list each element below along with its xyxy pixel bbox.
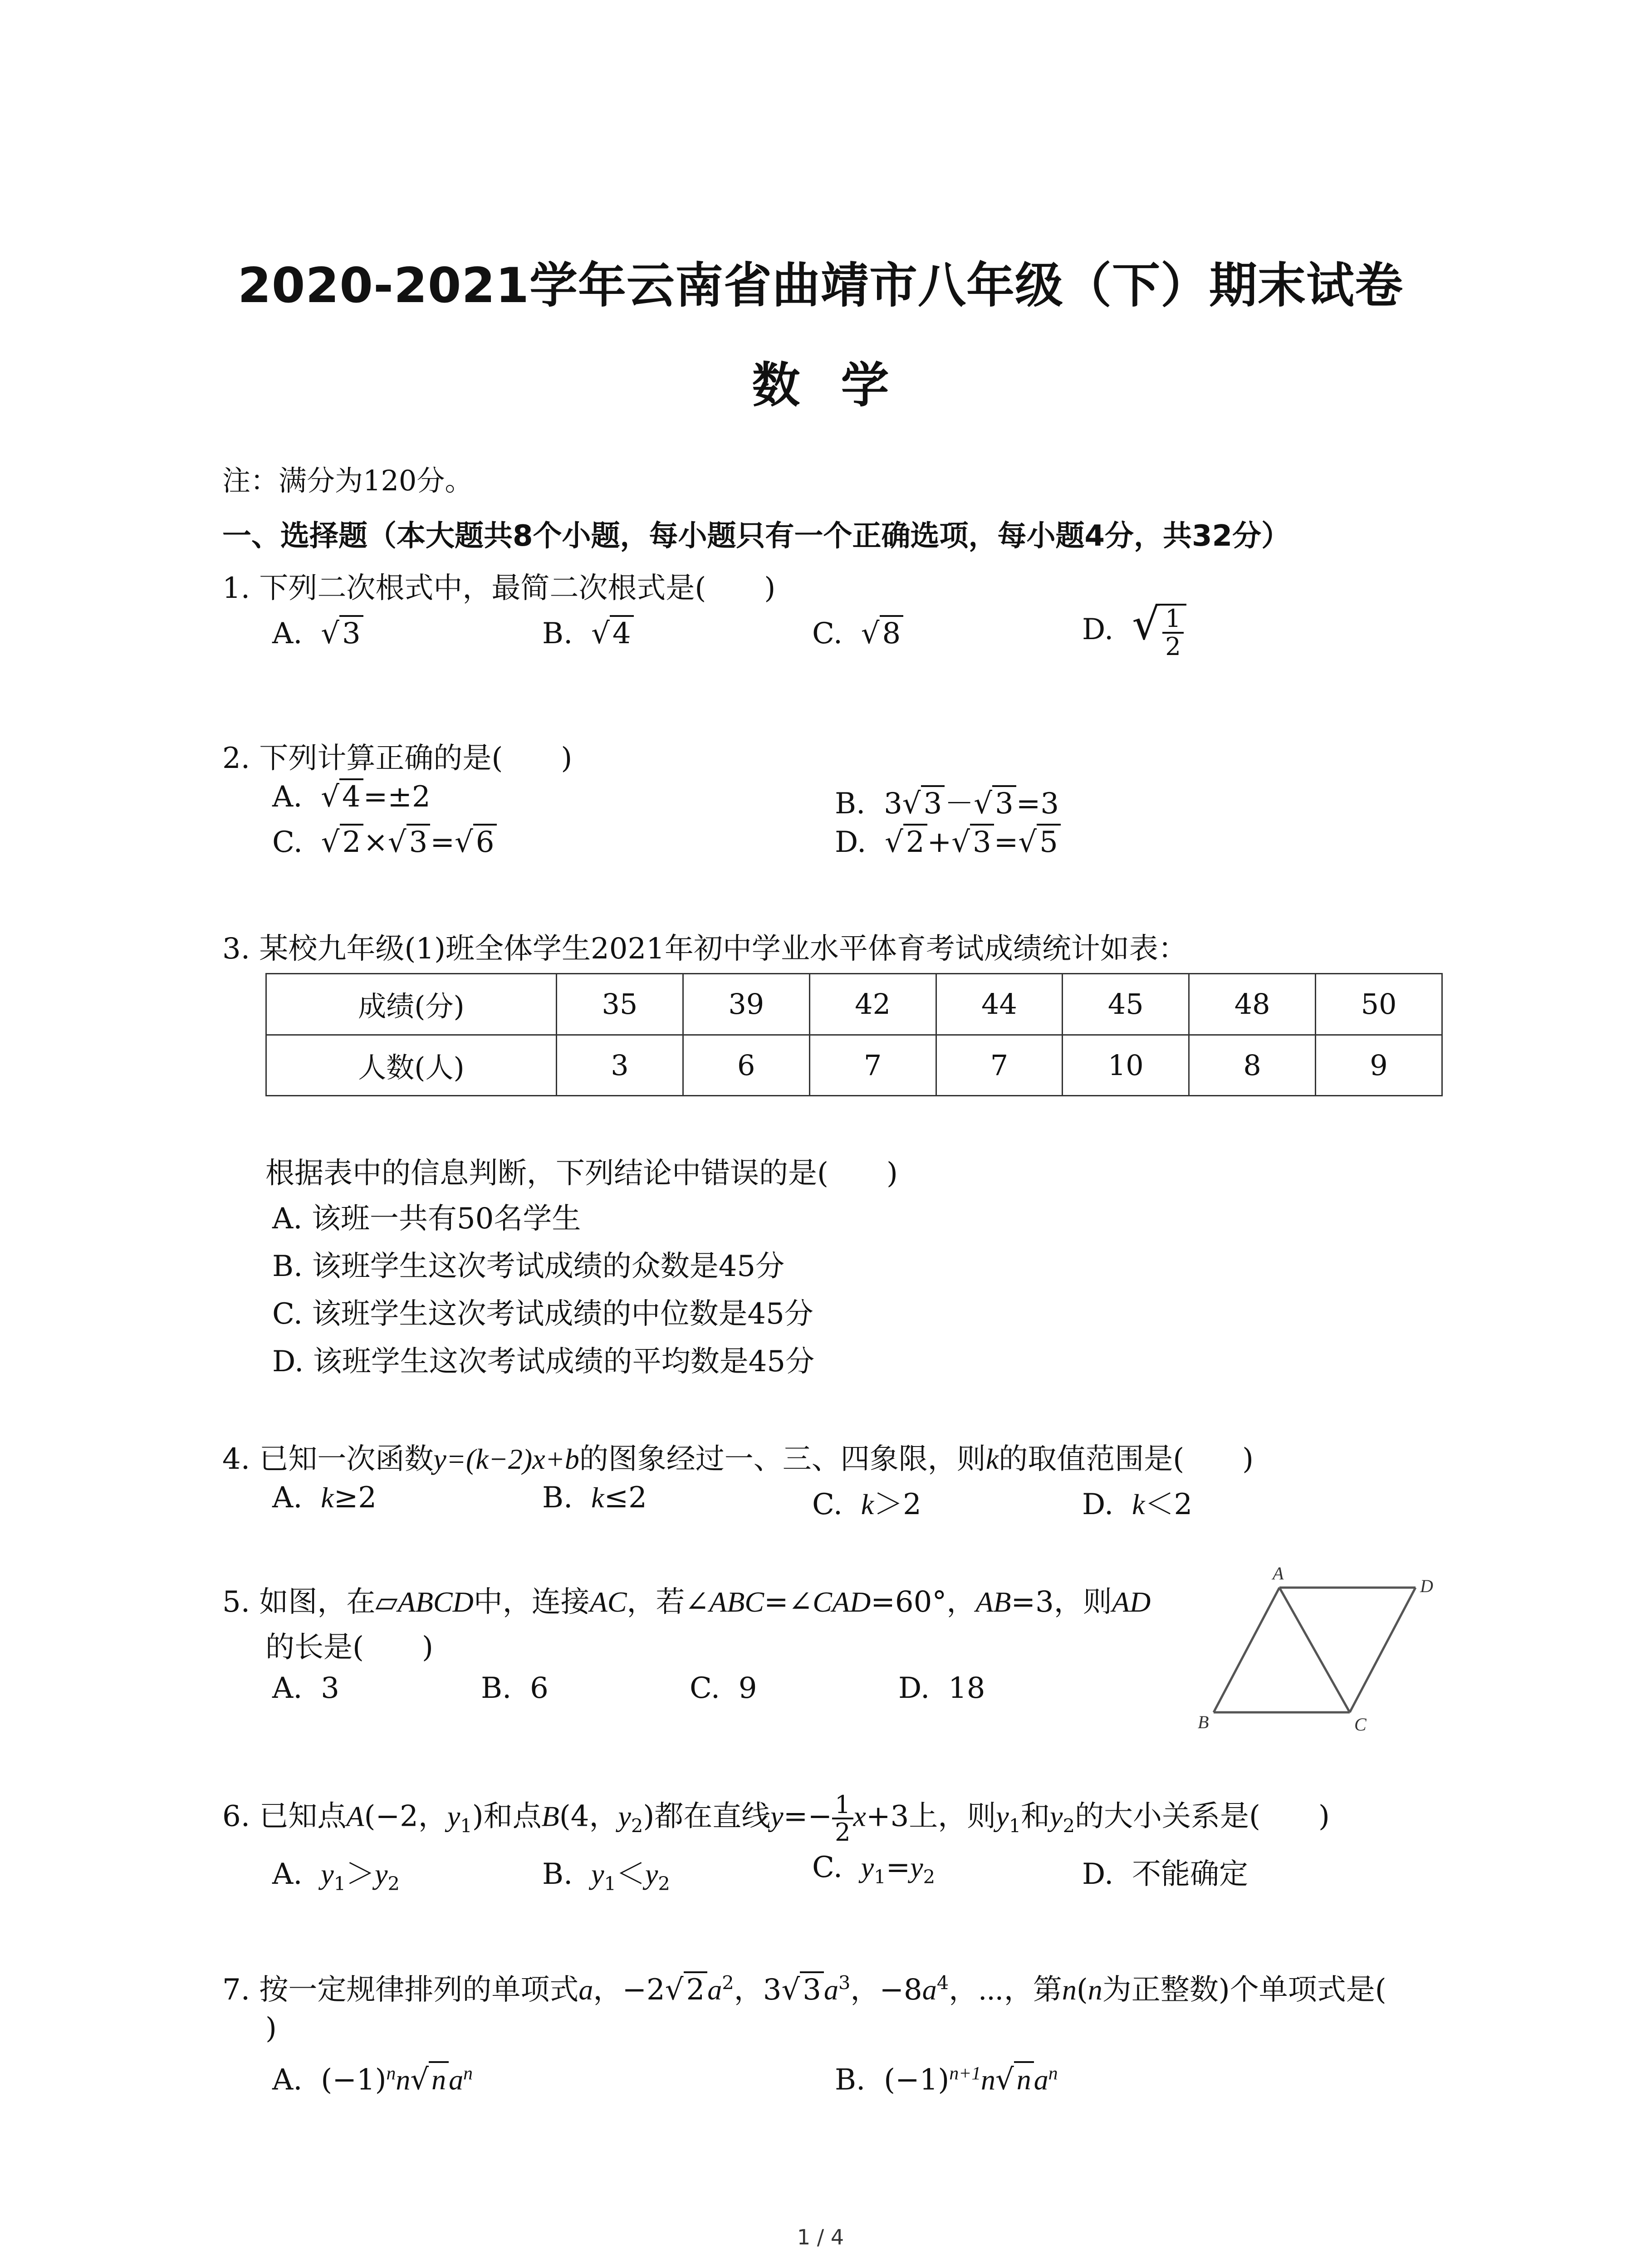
q5-option-d: D. 18 bbox=[898, 1672, 985, 1705]
q4-option-c: C. k＞2 bbox=[812, 1488, 921, 1521]
table-cell: 6 bbox=[683, 1035, 809, 1096]
q1-option-b: B. √4 bbox=[542, 617, 634, 650]
score-note: 注：满分为120分。 bbox=[222, 464, 473, 497]
label-b: B bbox=[1198, 1712, 1209, 1732]
table-cell: 10 bbox=[1063, 1035, 1189, 1096]
q2-option-c: C. √2×√3=√6 bbox=[272, 826, 497, 859]
q3-option-c: C. 该班学生这次考试成绩的中位数是45分 bbox=[272, 1297, 813, 1331]
q6-option-d: D. 不能确定 bbox=[1082, 1857, 1249, 1891]
q2-option-d: D. √2+√3=√5 bbox=[835, 826, 1061, 859]
q5-option-b: B. 6 bbox=[481, 1672, 549, 1705]
q1-option-a: A. √3 bbox=[272, 617, 363, 650]
question-5-stem: 5. 如图，在▱ABCD中，连接AC，若∠ABC=∠CAD=60°，AB=3，则AD bbox=[222, 1585, 1151, 1619]
question-4-stem: 4. 已知一次函数y=(k−2)x+b的图象经过一、三、四象限，则k的取值范围是( ) bbox=[222, 1442, 1254, 1476]
question-1-stem: 1. 下列二次根式中，最简二次根式是( ) bbox=[222, 572, 776, 605]
segment-ac bbox=[1279, 1588, 1350, 1712]
table-cell: 3 bbox=[557, 1035, 683, 1096]
label-a: A bbox=[1273, 1563, 1284, 1584]
q1-option-d: D. √ $\frac{1}{2}$ bbox=[1082, 599, 1186, 660]
q4-option-b: B. k≤2 bbox=[542, 1481, 647, 1515]
section-heading: 一、选择题（本大题共8个小题，每小题只有一个正确选项，每小题4分，共32分） bbox=[222, 519, 1291, 553]
table-cell: 7 bbox=[936, 1035, 1063, 1096]
table-cell: 7 bbox=[809, 1035, 936, 1096]
q5-option-a: A. 3 bbox=[272, 1672, 339, 1705]
q3-option-b: B. 该班学生这次考试成绩的众数是45分 bbox=[272, 1250, 785, 1283]
q4-option-a: A. k≥2 bbox=[272, 1481, 377, 1515]
question-6-stem: 6. 已知点A(−2，$y_1$)和点B(4，$y_2$)都在直线y=− $\frac{1}{2}$ x+3上，则$y_1$和$y_2$的大小关系是( ) bbox=[222, 1790, 1330, 1847]
q4-option-d: D. k＜2 bbox=[1082, 1488, 1193, 1521]
label-c: C bbox=[1354, 1714, 1367, 1735]
parallelogram-lines bbox=[1214, 1588, 1416, 1712]
question-7-stem-line2: ) bbox=[265, 2012, 277, 2045]
q3-option-a: A. 该班一共有50名学生 bbox=[272, 1202, 581, 1236]
question-2-stem: 2. 下列计算正确的是( ) bbox=[222, 742, 573, 775]
q5-option-c: C. 9 bbox=[690, 1672, 757, 1705]
exam-title: 2020-2021学年云南省曲靖市八年级（下）期末试卷 bbox=[237, 258, 1404, 313]
table-cell: 50 bbox=[1316, 974, 1442, 1035]
q6-option-c: C. $y_1=y_2$ bbox=[812, 1851, 936, 1888]
table-cell: 9 bbox=[1316, 1035, 1442, 1096]
q2-option-a: A. √4=±2 bbox=[272, 780, 431, 814]
table-cell: 35 bbox=[557, 974, 683, 1035]
segment-dc bbox=[1350, 1588, 1416, 1712]
table-cell: 成绩(分) bbox=[266, 974, 557, 1035]
subject-title: 数学 bbox=[752, 357, 930, 413]
table-cell: 45 bbox=[1063, 974, 1189, 1035]
table-cell: 39 bbox=[683, 974, 809, 1035]
question-7-stem: 7. 按一定规律排列的单项式a，$-2√2a^2$，$3√3a^3$，$-8a^4$，⋯，第n(n为正整数)个单项式是( bbox=[222, 1971, 1386, 2007]
question-3-prompt: 根据表中的信息判断，下列结论中错误的是( ) bbox=[265, 1157, 898, 1190]
q6-option-b: B. $y_1<y_2$ bbox=[542, 1857, 670, 1895]
table-cell: 44 bbox=[936, 974, 1063, 1035]
parallelogram-figure bbox=[1180, 1556, 1461, 1737]
question-3-stem: 3. 某校九年级(1)班全体学生2021年初中学业水平体育考试成绩统计如表： bbox=[222, 932, 1187, 966]
table-cell: 8 bbox=[1189, 1035, 1316, 1096]
table-cell: 48 bbox=[1189, 974, 1316, 1035]
label-d: D bbox=[1420, 1576, 1433, 1596]
score-table bbox=[265, 973, 1443, 1096]
q3-option-d: D. 该班学生这次考试成绩的平均数是45分 bbox=[272, 1345, 815, 1378]
table-cell: 人数(人) bbox=[266, 1035, 557, 1096]
q6-option-a: A. $y_1>y_2$ bbox=[272, 1857, 400, 1895]
q1-option-c: C. √8 bbox=[812, 617, 903, 650]
q2-option-b: B. 3√3－√3=3 bbox=[835, 780, 1059, 822]
page-number: 1 / 4 bbox=[797, 2225, 844, 2249]
table-row bbox=[266, 974, 1442, 1035]
table-cell: 42 bbox=[809, 974, 936, 1035]
segment-ba bbox=[1214, 1588, 1279, 1712]
q7-option-a: A. $(-1)^nn√na^n$ bbox=[272, 2062, 473, 2097]
question-5-stem-line2: 的长是( ) bbox=[265, 1631, 433, 1664]
table-row bbox=[266, 1035, 1442, 1096]
q7-option-b: B. $(-1)^{n+1}n√na^n$ bbox=[835, 2062, 1058, 2097]
